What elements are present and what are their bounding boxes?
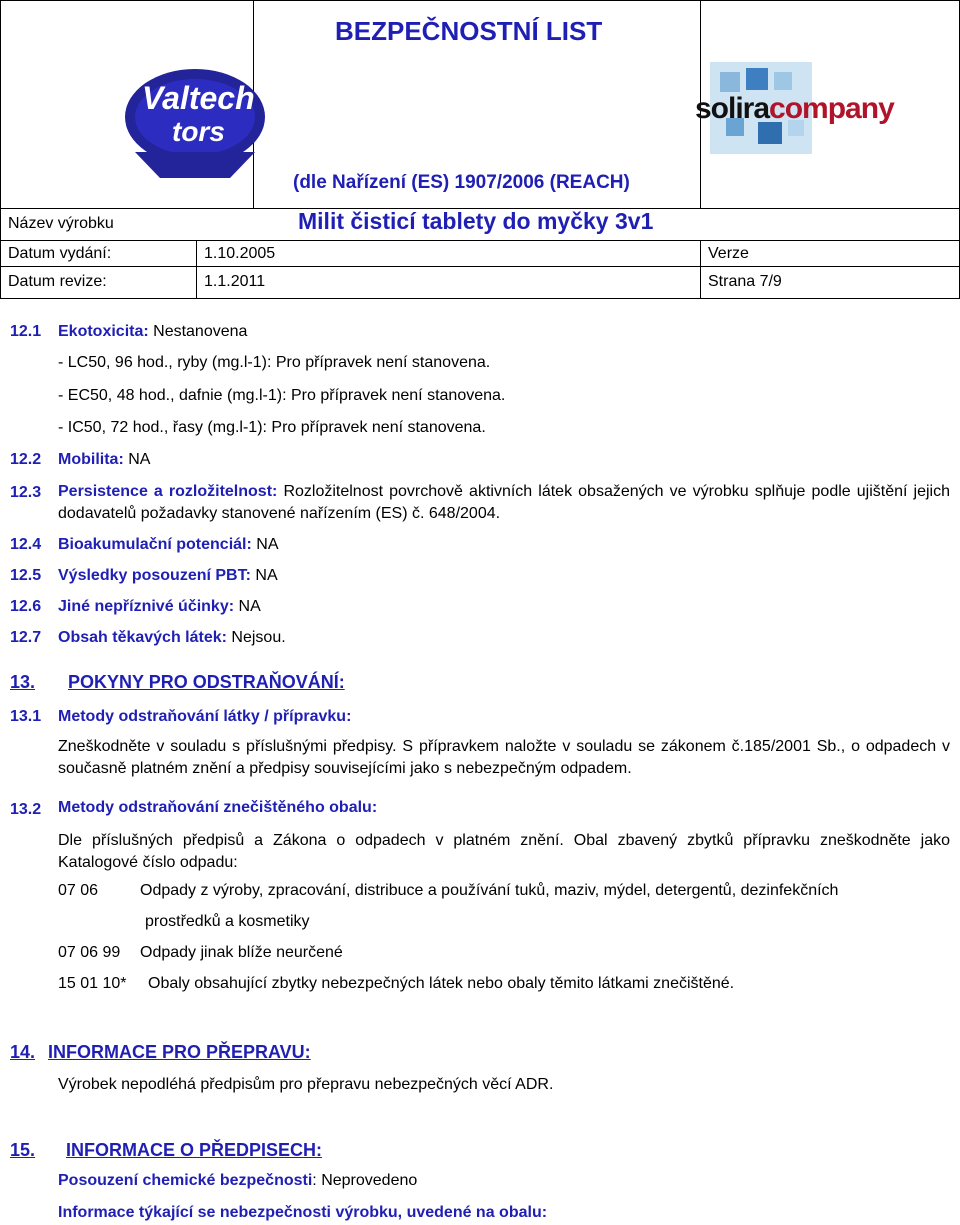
s12-7-number: 12.7 xyxy=(10,629,42,646)
waste-desc-1b: prostředků a kosmetiky xyxy=(145,913,310,930)
document-title: BEZPEČNOSTNÍ LIST xyxy=(335,16,603,46)
s12-ec50: - EC50, 48 hod., dafnie (mg.l-1): Pro přípravek není stanovena. xyxy=(58,387,506,404)
waste-code-1: 07 06 xyxy=(58,882,99,899)
s13-title: POKYNY PRO ODSTRAŇOVÁNÍ: xyxy=(68,672,345,692)
header-divider-3 xyxy=(0,266,960,267)
waste-code-2: 07 06 99 xyxy=(58,944,121,961)
header-col-divider-c xyxy=(196,240,197,298)
valtech-logo-text-1: Valtech xyxy=(142,80,255,116)
s15-label-info-heading: Informace týkající se nebezpečnosti výrobku, uvedené na obalu: xyxy=(58,1204,548,1221)
solira-logo-text xyxy=(695,92,894,126)
s15-csa-heading: Posouzení chemické bezpečnosti xyxy=(58,1172,313,1189)
valtech-logo xyxy=(120,62,270,180)
solira-logo-text-a: solira xyxy=(695,92,770,125)
s13-2-paragraph: Dle příslušných předpisů a Zákona o odpadech v platném znění. Obal zbavený zbytků přípravku zneškodněte jako Katalogové číslo odpadu: xyxy=(58,832,950,871)
s12-ic50: - IC50, 72 hod., řasy (mg.l-1): Pro přípravek není stanovena. xyxy=(58,419,486,436)
s15-csa-value: : Neprovedeno xyxy=(312,1172,418,1189)
s12-7-value: Nejsou. xyxy=(226,629,286,646)
s12-5-number: 12.5 xyxy=(10,567,42,584)
s12-6-heading: Jiné nepříznivé účinky: xyxy=(58,598,235,615)
s12-5-value: NA xyxy=(250,567,278,584)
s12-3-paragraph xyxy=(58,481,950,525)
header-col-divider-d xyxy=(700,240,701,298)
s15-csa-line xyxy=(58,1171,417,1191)
s12-3-heading: Persistence a rozložitelnost: xyxy=(58,483,278,500)
regulation-text: (dle Nařízení (ES) 1907/2006 (REACH) xyxy=(293,172,630,193)
s12-1-heading: Ekotoxicita: xyxy=(58,323,149,340)
s14-number: 14. xyxy=(10,1042,36,1062)
s12-1-number: 12.1 xyxy=(10,323,42,340)
header-bottom-border xyxy=(0,298,960,299)
s12-2-value: NA xyxy=(123,451,151,468)
s12-4-line xyxy=(58,535,278,555)
s12-6-number: 12.6 xyxy=(10,598,42,615)
s12-1-value: Nestanovena xyxy=(148,323,248,340)
product-label: Název výrobku xyxy=(8,215,114,232)
s14-text: Výrobek nepodléhá předpisům pro přepravu nebezpečných věcí ADR. xyxy=(58,1076,554,1093)
s12-7-heading: Obsah těkavých látek: xyxy=(58,629,227,646)
header-left-border xyxy=(0,0,1,298)
s12-6-value: NA xyxy=(234,598,261,615)
s13-1-number: 13.1 xyxy=(10,708,42,725)
page-number: Strana 7/9 xyxy=(708,273,782,290)
s13-1-heading: Metody odstraňování látky / přípravku: xyxy=(58,708,352,725)
product-name: Milit čisticí tablety do myčky 3v1 xyxy=(298,208,654,234)
revision-label: Datum revize: xyxy=(8,273,107,290)
version-label: Verze xyxy=(708,245,749,262)
s12-5-line xyxy=(58,566,278,586)
s12-2-heading: Mobilita: xyxy=(58,451,124,468)
s13-2-number: 13.2 xyxy=(10,801,42,818)
s12-4-value: NA xyxy=(251,536,279,553)
waste-code-3: 15 01 10* xyxy=(58,975,127,992)
waste-desc-3: Obaly obsahující zbytky nebezpečných látek nebo obaly těmito látkami znečištěné. xyxy=(148,975,735,992)
revision-date: 1.1.2011 xyxy=(204,273,266,290)
waste-desc-1a: Odpady z výroby, zpracování, distribuce a používání tuků, maziv, mýdel, detergentů, dezinfekčních xyxy=(140,882,839,899)
s12-5-heading: Výsledky posouzení PBT: xyxy=(58,567,251,584)
header-divider-2 xyxy=(0,240,960,241)
s12-2-number: 12.2 xyxy=(10,451,42,468)
s13-2-heading: Metody odstraňování znečištěného obalu: xyxy=(58,799,378,816)
solira-logo-text-b: company xyxy=(769,92,894,125)
s15-number: 15. xyxy=(10,1140,36,1160)
s12-6-line xyxy=(58,597,261,617)
s12-2-line xyxy=(58,450,150,470)
s12-7-line xyxy=(58,628,286,648)
s13-1-paragraph: Zneškodněte v souladu s příslušnými předpisy. S přípravkem naložte v souladu se zákonem č.185/2001 Sb., o odpadech v současně platném znění a předpisy souvisejícími jako s nebezpečným odpadem. xyxy=(58,738,950,777)
s13-number: 13. xyxy=(10,672,36,692)
s12-3-value: Rozložitelnost povrchově aktivních látek obsažených ve výrobku splňuje podle ujištění jejich dodavatelů požadavky stanovené nařízením (ES) č. 648/2004. xyxy=(58,483,951,522)
waste-desc-2: Odpady jinak blíže neurčené xyxy=(140,944,343,961)
s15-title: INFORMACE O PŘEDPISECH: xyxy=(66,1140,323,1160)
s12-4-heading: Bioakumulační potenciál: xyxy=(58,536,252,553)
s12-lc50: - LC50, 96 hod., ryby (mg.l-1): Pro přípravek není stanovena. xyxy=(58,354,491,371)
issue-date: 1.10.2005 xyxy=(204,245,276,262)
s14-title: INFORMACE PRO PŘEPRAVU: xyxy=(48,1042,311,1062)
valtech-logo-text-2: tors xyxy=(172,116,225,147)
s12-3-number: 12.3 xyxy=(10,484,42,501)
issue-label: Datum vydání: xyxy=(8,245,112,262)
s12-4-number: 12.4 xyxy=(10,536,42,553)
s12-1-line xyxy=(58,322,247,342)
header-top-border xyxy=(0,0,960,1)
